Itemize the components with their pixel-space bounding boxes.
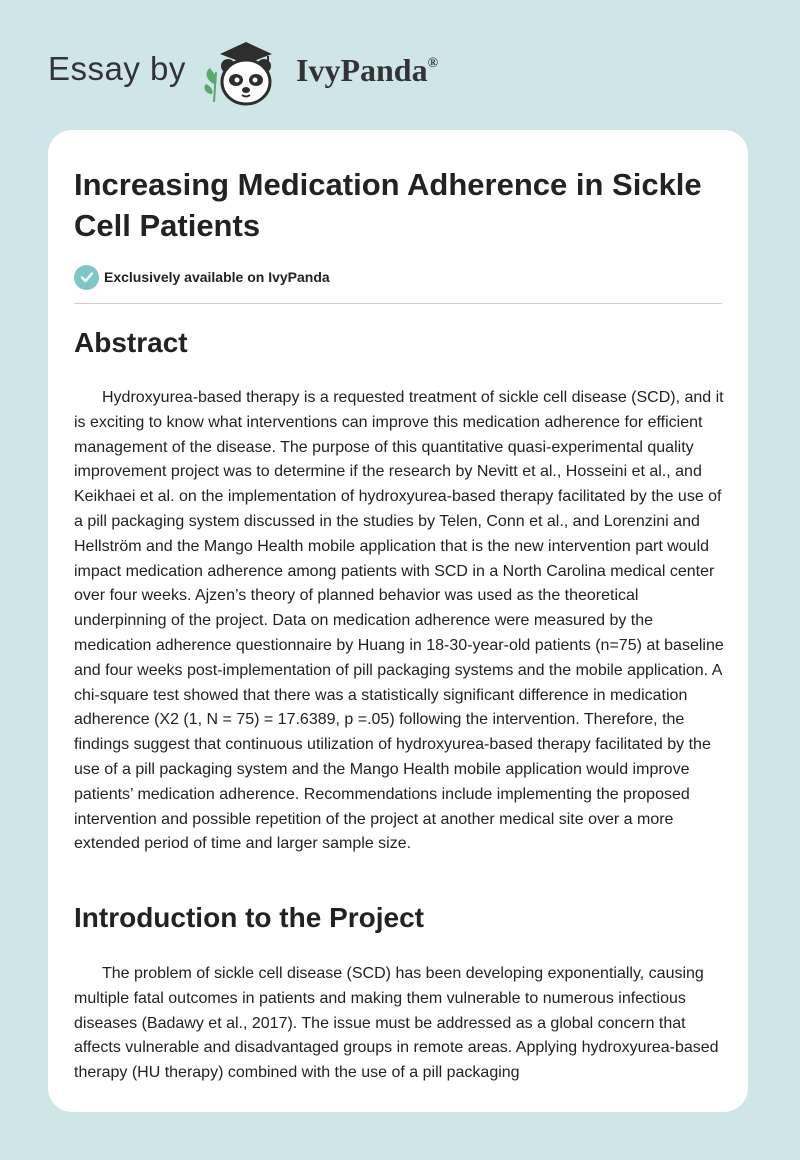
ivypanda-logo-text: IvyPanda® bbox=[296, 52, 439, 88]
section-heading-introduction: Introduction to the Project bbox=[74, 902, 424, 933]
exclusive-badge bbox=[74, 264, 330, 290]
section-heading-abstract: Abstract bbox=[74, 327, 188, 358]
site-header bbox=[0, 0, 800, 130]
ivy-leaf-icon bbox=[204, 68, 216, 102]
abstract-paragraph: Hydroxyurea-based therapy is a requested treatment of sickle cell disease (SCD), and it is exciting to know what interventions can improve this medication adherence for efficient management of the disease. The purpose of this quantitative quasi-experimental quality improvement project was to determine if the research by Nevitt et al., Hosseini et al., and Keikhaei et al. on the implementation of hydroxyurea-based therapy facilitated by the use of a pill packaging system discussed in the studies by Telen, Conn et al., and Lorenzini and Hellström and the Mango Health mobile application that is the new intervention part would impact medication adherence among patients with SCD in a North Carolina medical center over four weeks. Ajzen’s theory of planned behavior was used as the theoretical underpinning of the project. Data on medication adherence were measured by the medication adherence questionnaire by Huang in 18-30-year-old patients (n=75) at baseline and four weeks post-implementation of pill packaging systems and the mobile application. A chi-square test showed that there was a statistically significant difference in medication adherence (X2 (1, N = 75) = 17.6389, p =.05) following the intervention. Therefore, the findings suggest that continuous utilization of hydroxyurea-based therapy facilitated by the use of a pill packaging system and the Mango Health mobile application would improve patients’ medication adherence. Recommendations include implementing the proposed intervention and possible repetition of the project at another medical site over a more extended period of time and larger sample size. bbox=[74, 389, 724, 853]
essay-title: Increasing Medication Adherence in Sickle Cell Patients bbox=[74, 167, 702, 243]
essay-card bbox=[48, 130, 748, 1112]
essay-by-label: Essay by bbox=[48, 50, 186, 87]
title-divider bbox=[74, 303, 722, 304]
check-icon bbox=[74, 265, 99, 290]
introduction-paragraph: The problem of sickle cell disease (SCD) has been developing exponentially, causing multiple fatal outcomes in patients and making them vulnerable to numerous infectious diseases (Badawy et al., 2017). The issue must be addressed as a global concern that affects vulnerable and disadvantaged groups in remote areas. Applying hydroxyurea-based therapy (HU therapy) combined with the use of a pill packaging bbox=[74, 965, 719, 1082]
exclusive-badge-label: Exclusively available on IvyPanda bbox=[104, 269, 330, 285]
panda-mascot-icon bbox=[200, 36, 292, 108]
